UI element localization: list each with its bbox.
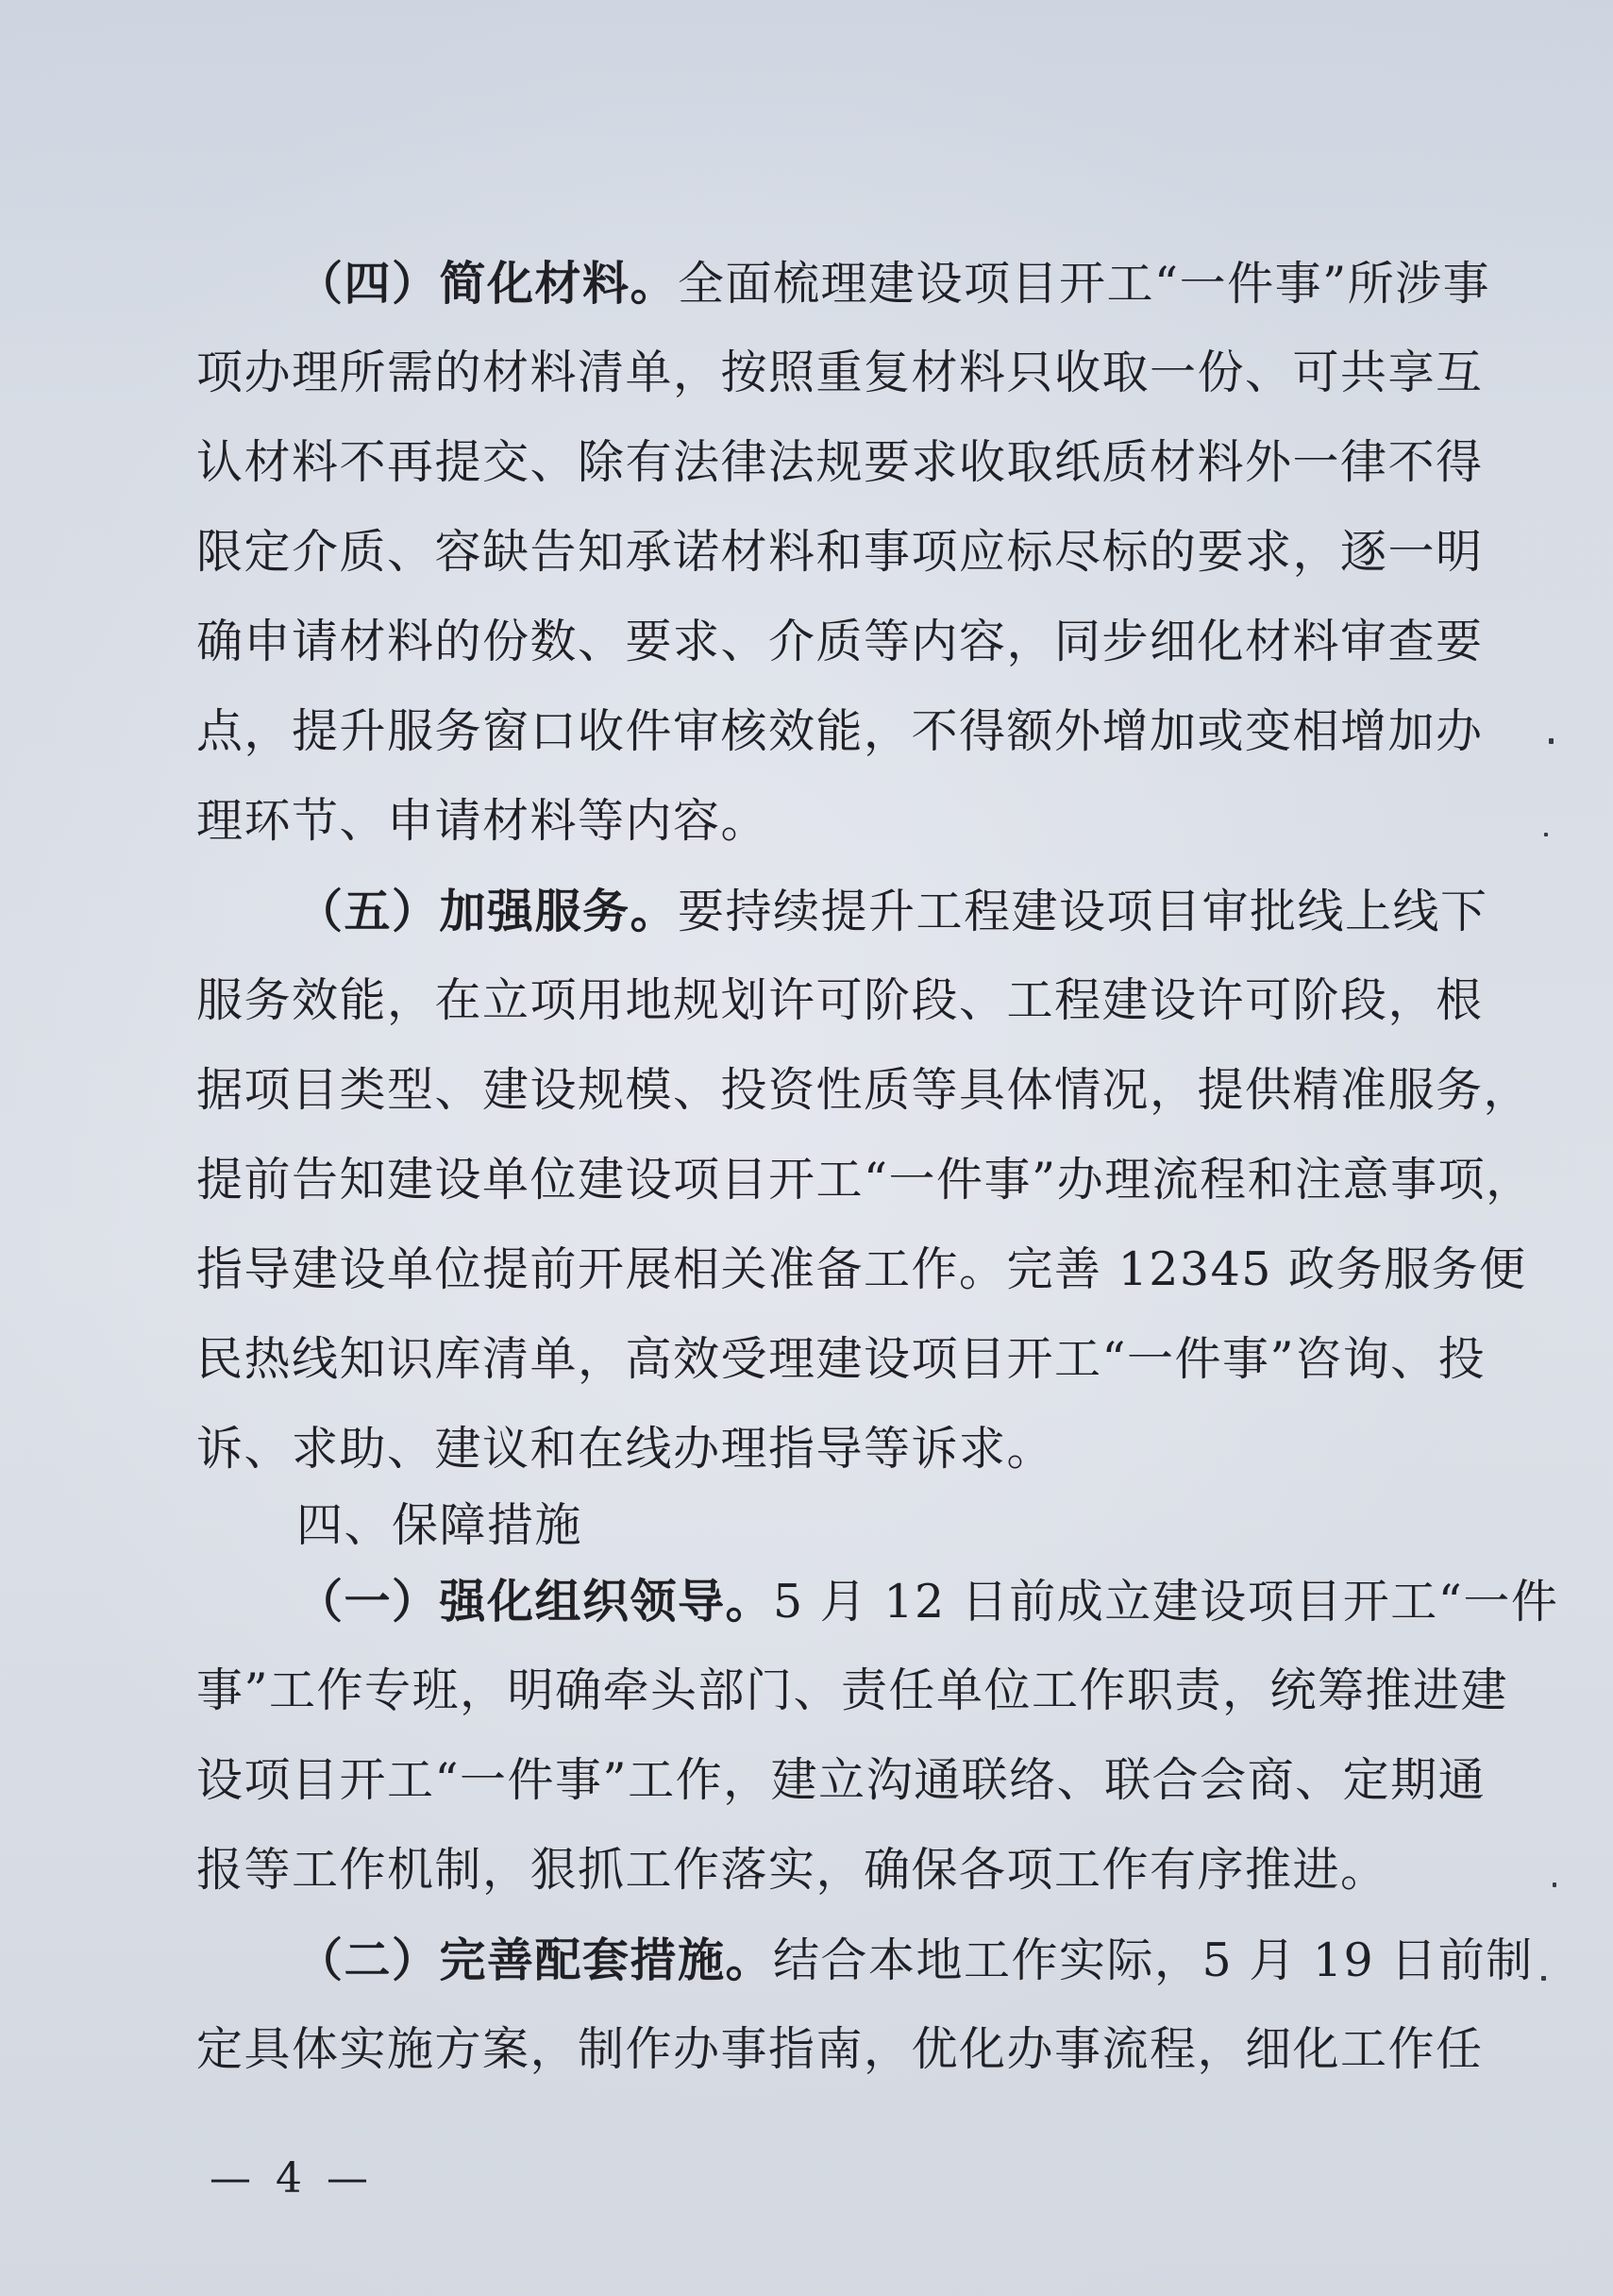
text-line [196, 597, 1484, 687]
body-text: 四、保障措施 [296, 1498, 583, 1552]
body-text: 项办理所需的材料清单，按照重复材料只收取一份、可共享互 [196, 346, 1484, 399]
body-text: 要持续提升工程建设项目审批线上线下 [678, 885, 1488, 938]
scan-speck [1549, 738, 1554, 744]
body-text: 诉、求助、建议和在线办理指导等诉求。 [196, 1422, 1055, 1476]
text-line [296, 866, 1504, 956]
body-text: 事”工作专班，明确牵头部门、责任单位工作职责，统筹推进建 [196, 1663, 1509, 1717]
text-line [196, 1224, 1527, 1315]
text-line [296, 1915, 1534, 2005]
body-text: 全面梳理建设项目开工“一件事”所涉事 [678, 257, 1491, 311]
page-number: — 4 — [210, 2154, 374, 2203]
bold-heading-text: （四） [296, 256, 440, 311]
text-line [196, 955, 1484, 1046]
body-text: 确申请材料的份数、要求、介质等内容，同步细化材料审查要 [196, 615, 1484, 668]
text-line [196, 2004, 1484, 2095]
body-text: 理环节、申请材料等内容。 [196, 794, 769, 848]
text-line [196, 1646, 1509, 1736]
text-line [196, 1135, 1534, 1225]
bold-heading-text: 完善配套措施。 [439, 1933, 774, 1987]
body-text: 点，提升服务窗口收件审核效能，不得额外增加或变相增加办 [196, 704, 1484, 758]
text-line [196, 1825, 1404, 1916]
bold-heading-text: 强化组织领导。 [439, 1574, 774, 1629]
body-text: 定具体实施方案，制作办事指南，优化办事流程，细化工作任 [196, 2022, 1484, 2076]
bold-heading-text: 加强服务。 [439, 884, 679, 938]
text-line [196, 507, 1484, 598]
body-text: 限定介质、容缺告知承诺材料和事项应标尽标的要求，逐一明 [196, 525, 1484, 579]
scan-speck [1544, 833, 1548, 836]
text-line [196, 1045, 1532, 1136]
bold-heading-text: （一） [296, 1574, 440, 1629]
body-text: 5 月 12 日前成立建设项目开工“一件 [773, 1575, 1559, 1629]
body-text: 报等工作机制，狠抓工作落实，确保各项工作有序推进。 [196, 1843, 1388, 1897]
body-text: 认材料不再提交、除有法律法规要求收取纸质材料外一律不得 [196, 435, 1484, 489]
body-text: 指导建设单位提前开展相关准备工作。完善 12345 政务服务便 [196, 1242, 1527, 1296]
text-line [196, 1314, 1487, 1405]
scan-speck [1553, 1882, 1556, 1887]
body-text: 据项目类型、建设规模、投资性质等具体情况，提供精准服务， [196, 1063, 1532, 1117]
text-line [296, 1556, 1559, 1646]
text-line [196, 686, 1484, 777]
bold-heading-text: （二） [296, 1933, 440, 1987]
bold-heading-text: （五） [296, 884, 440, 938]
body-text: 民热线知识库清单，高效受理建设项目开工“一件事”咨询、投 [196, 1332, 1487, 1386]
body-text: 提前告知建设单位建设项目开工“一件事”办理流程和注意事项， [196, 1153, 1534, 1207]
text-line [196, 1735, 1487, 1826]
scan-speck [1541, 1976, 1546, 1981]
text-line [196, 417, 1484, 508]
text-line [296, 238, 1504, 329]
bold-heading-text: 简化材料。 [439, 256, 679, 311]
body-text: 结合本地工作实际，5 月 19 日前制 [773, 1933, 1534, 1987]
text-line [196, 776, 1404, 867]
body-text: 设项目开工“一件事”工作，建立沟通联络、联合会商、定期通 [196, 1753, 1487, 1807]
text-line [196, 328, 1484, 418]
body-text: 服务效能，在立项用地规划许可阶段、工程建设许可阶段，根 [196, 973, 1484, 1027]
